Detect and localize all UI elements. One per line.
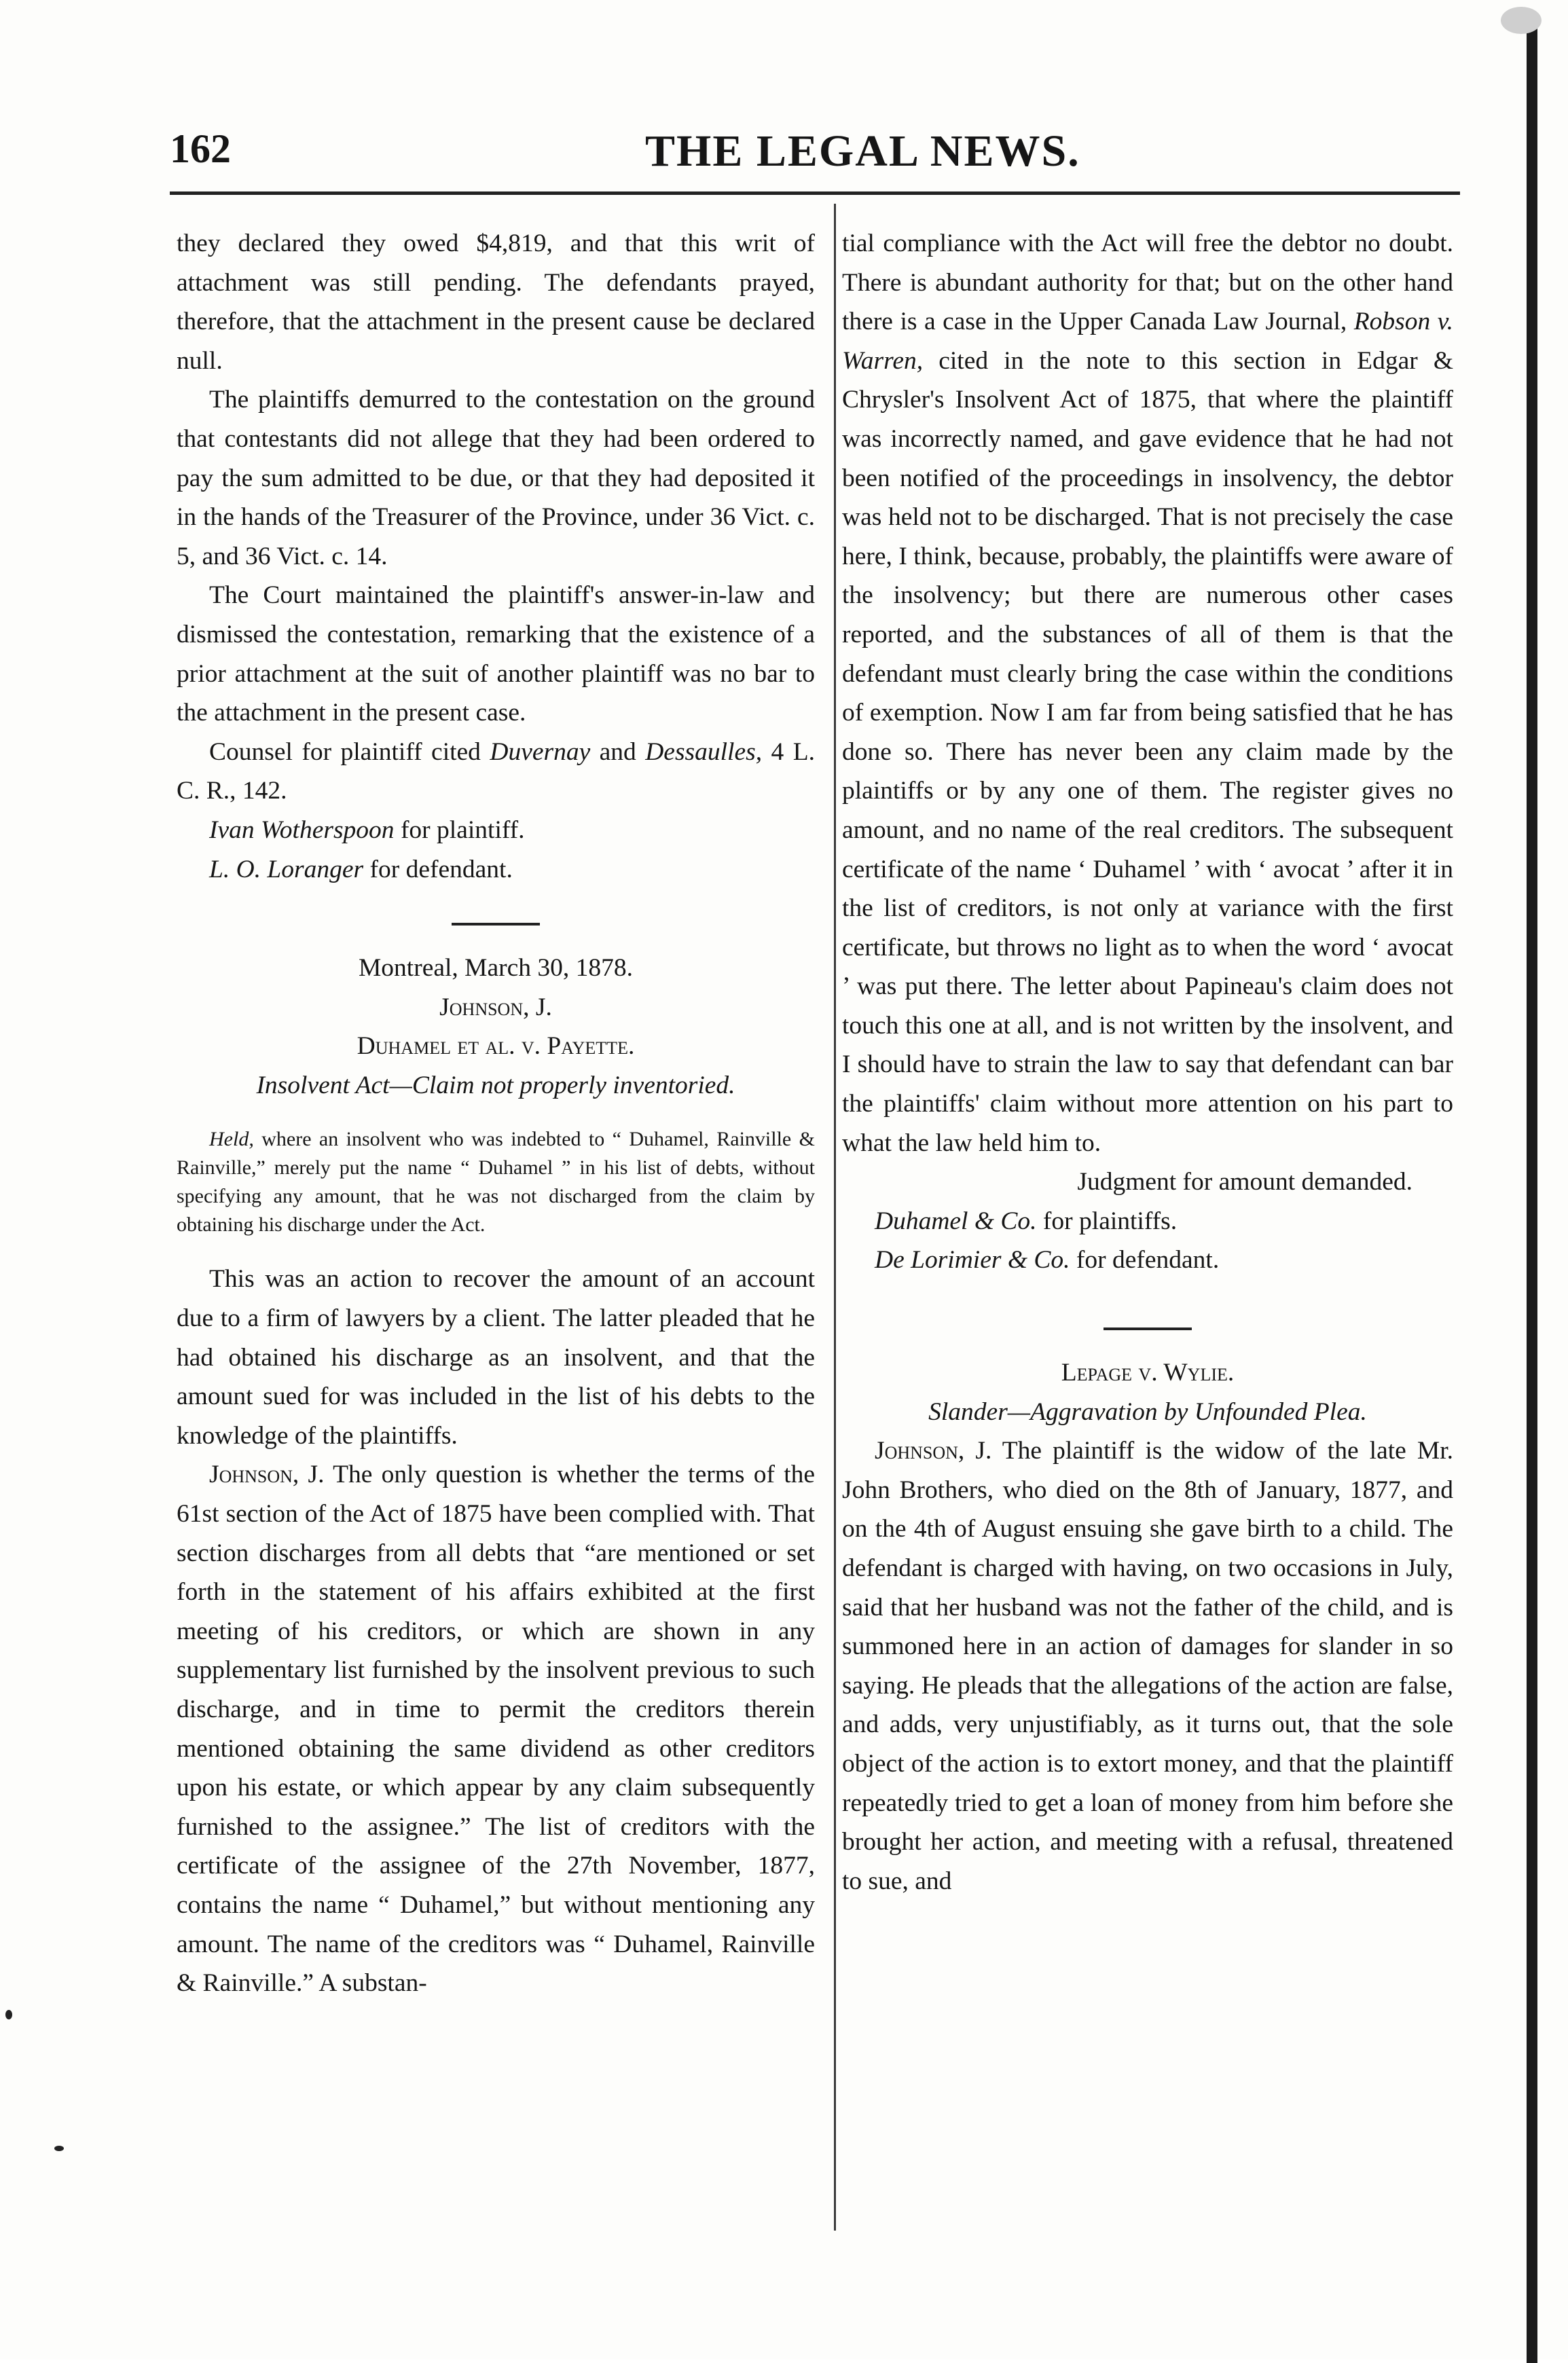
section-rule <box>452 923 540 926</box>
attorney-name: Duhamel & Co. <box>875 1207 1037 1235</box>
attorney-line <box>842 1202 1453 1241</box>
opinion-judge: Johnson, J. <box>209 1461 325 1489</box>
opinion-text: The only question is whether the terms of the 61st section of the Act of 1875 have been complied with. That section discharges from all debts that “are mentioned or set forth in the statement of his affairs exhibited at the first meeting of his creditors, or which are shown in any supplementary list furnished by the insolvent previous to such discharge, and in time to permit the creditors therein mentioned obtaining the same dividend as other creditors upon his estate, or which appear by any claim subsequently furnished to the assignee.” The list of creditors with the certificate of the assignee of the 27th November, 1877, contains the name “ Duhamel,” but without mentioning any amount. The name of the creditors was “ Duhamel, Rainville & Rainville.” A substan- <box>177 1461 816 1998</box>
attorney-role: for defendant. <box>363 855 513 883</box>
right-column <box>842 224 1453 1901</box>
headnote-lead: Held, <box>209 1128 254 1151</box>
spacer <box>177 1239 815 1260</box>
attorney-line <box>842 1241 1453 1280</box>
attorney-role: for plaintiffs. <box>1036 1207 1178 1235</box>
counsel-citation <box>177 733 815 811</box>
paragraph: The plaintiffs demurred to the contestation on the ground that contestants did not allege that they had been ordered to pay the sum admitted to be due, or that they had deposited it in the hands of the Treasurer of the Province, under 36 Vict. c. 5, and 36 Vict. c. 14. <box>177 386 815 570</box>
headnote-text: where an insolvent who was indebted to “ Duhamel, Rainville & Rainville,” merely put the name “ Duhamel ” in his list of debts, without specifying any amount, that he was not discharged from the claim by obtaining his discharge under the Act. <box>177 1128 815 1237</box>
attorney-role: for plaintiff. <box>394 816 525 844</box>
case-parties: Lepage v. Wylie. <box>1061 1359 1235 1387</box>
paragraph: The Court maintained the plaintiff's answer-in-law and dismissed the contestation, remarking that the existence of a prior attachment at the suit of another plaintiff was no bar to the attachment in the present case. <box>177 581 815 727</box>
case-place-date: Montreal, March 30, 1878. <box>358 954 634 983</box>
opinion-text: cited in the note to this section in Edgar & Chrysler's Insolvent Act of 1875, that where the plaintiff was incorrectly named, and gave evidence that he had not been notified of the proceedings in insolvency, the debtor was held not to be discharged. That is not precisely the case here, I think, because, probably, the plaintiffs were aware of the insolvency; but there are numerous other cases reported, and the substances of all of them is that the defendant must clearly bring the case within the conditions of exemption. Now I am far from being satisfied that he has done so. There has never been any claim made by the plaintiffs or by any one of them. The register gives no amount, and no name of the real creditors. The subsequent certificate of the name ‘ Duhamel ’ with ‘ avocat ’ after it in the list of creditors, is not only at variance with the first certificate, but throws no light as to when the word ‘ avocat ’ was put there. The letter about Papineau's claim does not touch this one at all, and is not written by the insolvent, and I should have to strain the law to say that defendant can bar the plaintiffs' claim without more attention on his part to what the law held him to. <box>842 346 1453 1157</box>
opinion-continuation <box>842 224 1453 1162</box>
scan-speck <box>1501 7 1542 34</box>
citation: 4 L. C. R., 142. <box>177 737 815 805</box>
page-edge-shadow <box>1527 27 1537 2363</box>
paragraph: they declared they owed $4,819, and that this writ of attachment was still pending. The defendants prayed, therefore, that the attachment in the present cause be declared null. <box>177 230 815 375</box>
case-subject-text: Slander—Aggravation by Unfounded Plea. <box>928 1397 1367 1426</box>
opinion-text: tial compliance with the Act will free the debtor no doubt. There is abundant authority for that; but on the other hand there is a case in the Upper Canada Law Journal, <box>842 230 1453 336</box>
attorney-name: L. O. Loranger <box>209 855 364 883</box>
counsel-prefix: Counsel for plaintiff cited <box>209 737 490 766</box>
attorney-line <box>177 850 815 890</box>
attorney-name: De Lorimier & Co. <box>875 1246 1070 1275</box>
page-header <box>170 126 1460 187</box>
opinion-text: The plaintiff is the widow of the late Mr. John Brothers, who died on the 8th of January, 1877, and on the 4th of August ensuing she gave birth to a child. The defendant is charged with having, on two occasions in July, said that her husband was not the father of the child, and is summoned here in an action of damages for slander in so saying. He pleads that the allegations of the action are false, and adds, very unjustifiably, as it turns out, that the sole object of the action is to extort money, and that the plaintiff repeatedly tried to get a loan of money from him before she brought her action, and meeting with a refusal, threatened to sue, and <box>842 1437 1453 1895</box>
case-judge: Johnson, J. <box>439 993 552 1021</box>
case-parties: Duhamel et al. v. Payette. <box>357 1032 635 1061</box>
scan-speck <box>5 2010 12 2019</box>
attorney-line <box>177 811 815 850</box>
scan-speck <box>54 2146 64 2151</box>
journal-title: THE LEGAL NEWS. <box>645 126 1080 176</box>
opinion-paragraph <box>842 1431 1453 1901</box>
spacer <box>177 1105 815 1125</box>
section-rule <box>1104 1327 1192 1330</box>
column-divider <box>834 204 836 2231</box>
case-subject <box>177 1066 815 1105</box>
case-name: Dessaulles, <box>645 737 763 766</box>
attorney-name: Ivan Wotherspoon <box>209 816 395 844</box>
left-column <box>177 224 815 2003</box>
opinion-judge: Johnson, J. <box>875 1437 992 1465</box>
paragraph: This was an action to recover the amount of an account due to a firm of lawyers by a client. The latter pleaded that he had obtained his discharge as an insolvent, and that the amount sued for was included in the list of his debts to the knowledge of the plaintiffs. <box>177 1265 815 1450</box>
counsel-and: and <box>590 737 646 766</box>
case-name: Robson v. Warren, <box>842 308 1453 375</box>
header-rule <box>170 191 1460 195</box>
page-number: 162 <box>170 126 231 171</box>
case-name: Duvernay <box>490 737 591 766</box>
judgment-line: Judgment for amount demanded. <box>1077 1168 1412 1196</box>
opinion-paragraph <box>177 1455 815 2002</box>
case-subject-text: Insolvent Act—Claim not properly inventoried. <box>256 1071 735 1099</box>
headnote <box>177 1125 815 1239</box>
attorney-role: for defendant. <box>1070 1246 1220 1275</box>
case-subject <box>842 1393 1453 1432</box>
